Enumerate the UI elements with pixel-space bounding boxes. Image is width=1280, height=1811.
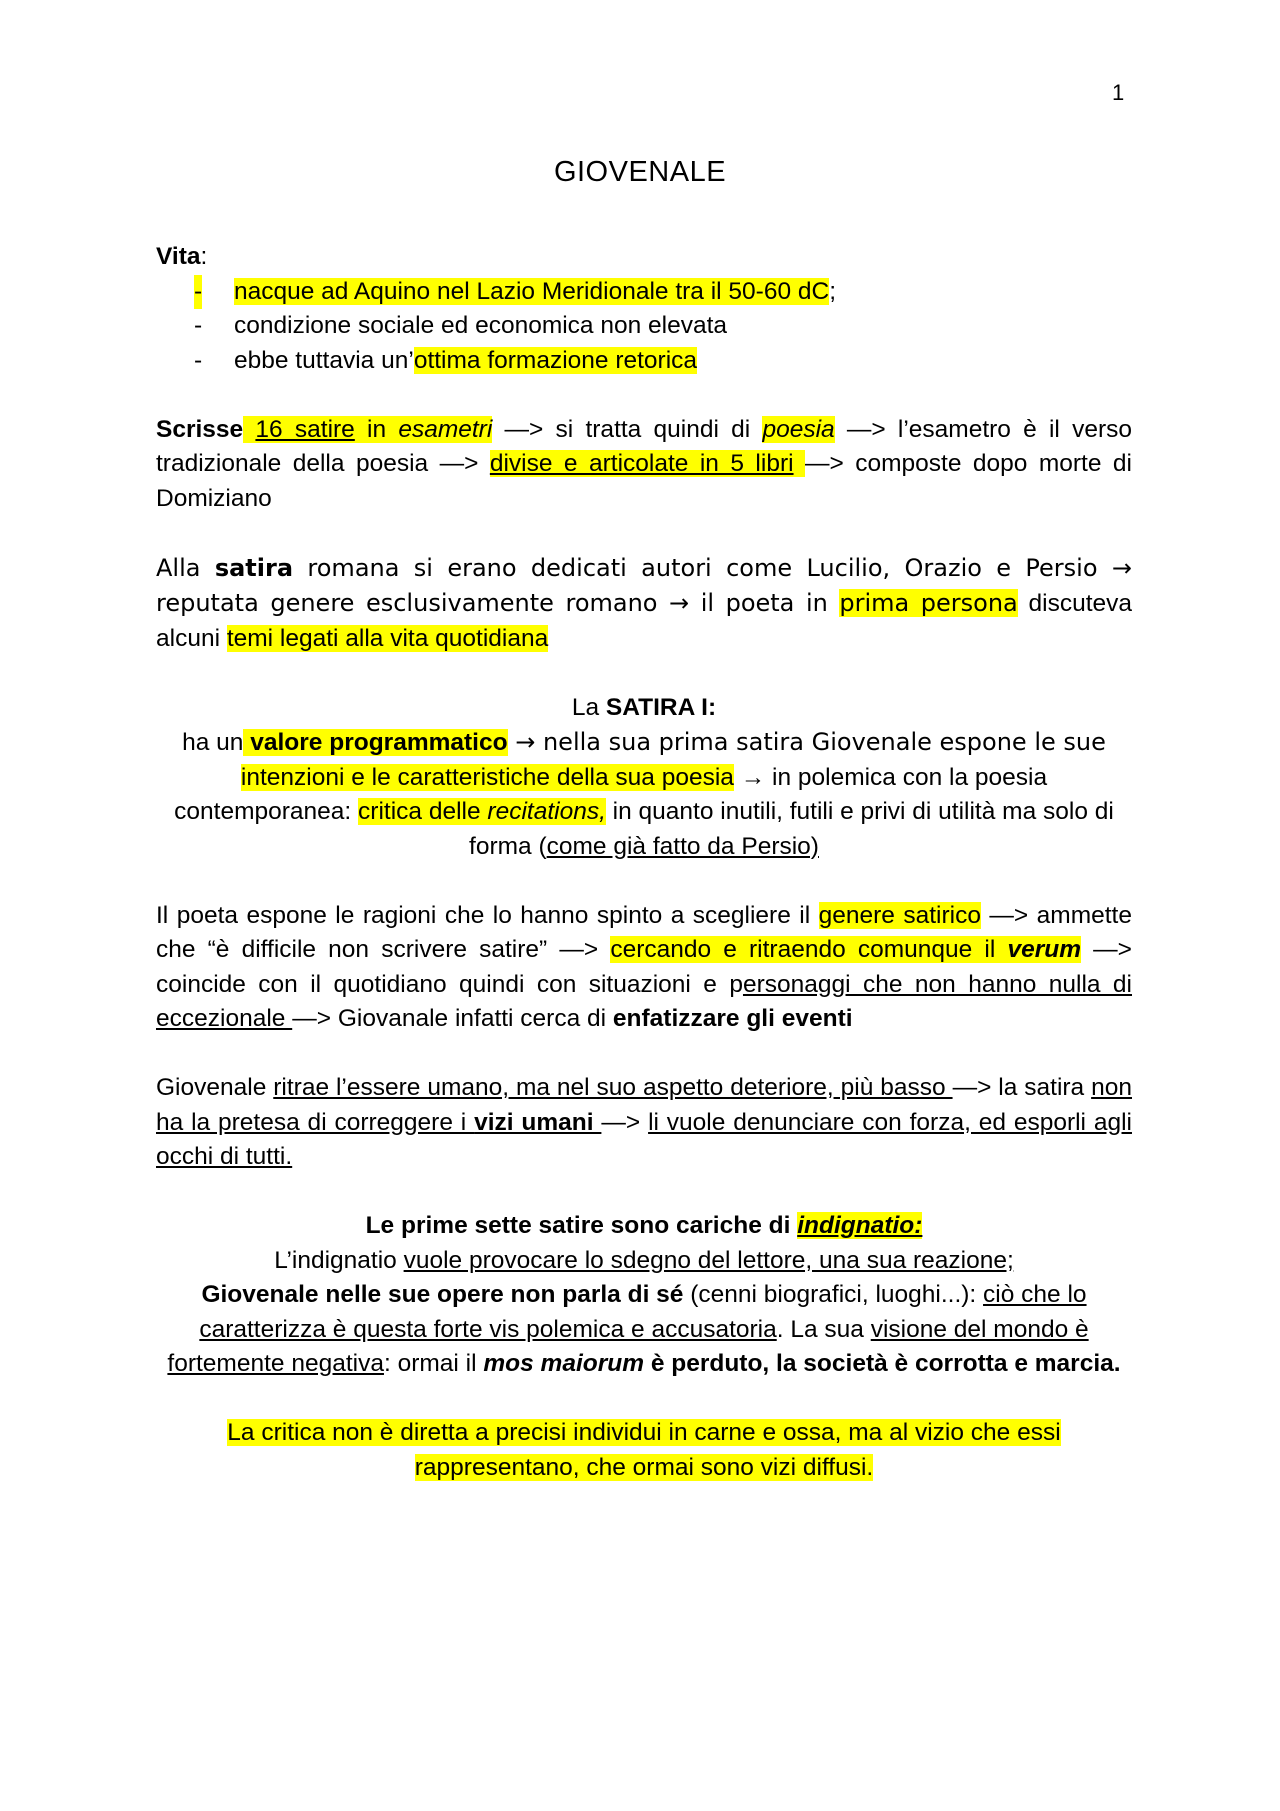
paragraph-scrisse: Scrisse 16 satire in esametri —> si tratta quindi di poesia —> l’esametro è il verso tradizionale della poesia —> divise e articolate in 5 libri —> composte dopo morte di Domiziano <box>156 415 1133 512</box>
page-title: GIOVENALE <box>553 156 727 188</box>
vita-list <box>156 275 1132 379</box>
list-item: - nacque ad Aquino nel Lazio Meridionale tra il 50-60 dC; <box>156 275 1132 310</box>
list-item: - condizione sociale ed economica non elevata <box>194 312 728 339</box>
document-body <box>156 240 1132 1485</box>
satira-i-heading: La SATIRA I: <box>571 693 717 721</box>
paragraph-indignatio: Le prime sette satire sono cariche di indignatio: L’indignatio vuole provocare lo sdegno del lettore, una sua reazione; Giovenale nelle sue opere non parla di sé (cenni biografici, luoghi...): ciò che lo caratterizza è questa forte vis polemica e accusatoria. La sua visione del mondo è fortemente negativa: ormai il mos maiorum è perduto, la società è corrotta e marcia. <box>167 1212 1121 1377</box>
paragraph-poeta: Il poeta espone le ragioni che lo hanno spinto a scegliere il genere satirico —> ammette che “è difficile non scrivere satire” —> cercando e ritraendo comunque il verum —> coincide con il quotidiano quindi con situazioni e personaggi che non hanno nulla di eccezionale —> Giovanale infatti cerca di enfatizzare gli eventi <box>156 901 1132 1032</box>
page-number: 1 <box>1112 80 1125 105</box>
list-item: - ebbe tuttavia un’ottima formazione retorica <box>194 346 698 374</box>
paragraph-ritrae: Giovenale ritrae l’essere umano, ma nel suo aspetto deteriore, più basso —> la satira non ha la pretesa di correggere i vizi umani —> li vuole denunciare con forza, ed esporli agli occhi di tutti. <box>156 1074 1132 1170</box>
paragraph-critica: La critica non è diretta a precisi individui in carne e ossa, ma al vizio che essi rappresentano, che ormai sono vizi diffusi. <box>227 1419 1061 1481</box>
paragraph-satira-i: ha un valore programmatico → nella sua prima satira Giovenale espone le sue intenzioni e le caratteristiche della sua poesia → in polemica con la poesia contemporanea: critica delle recitations, in quanto inutili, futili e privi di utilità ma solo di forma (come già fatto da Persio) <box>174 728 1114 860</box>
paragraph-satira-romana: Alla satira romana si erano dedicati autori come Lucilio, Orazio e Persio → reputata genere esclusivamente romano → il poeta in prima persona discuteva alcuni temi legati alla vita quotidiana <box>156 553 1132 652</box>
vita-heading: Vita: <box>156 243 208 270</box>
